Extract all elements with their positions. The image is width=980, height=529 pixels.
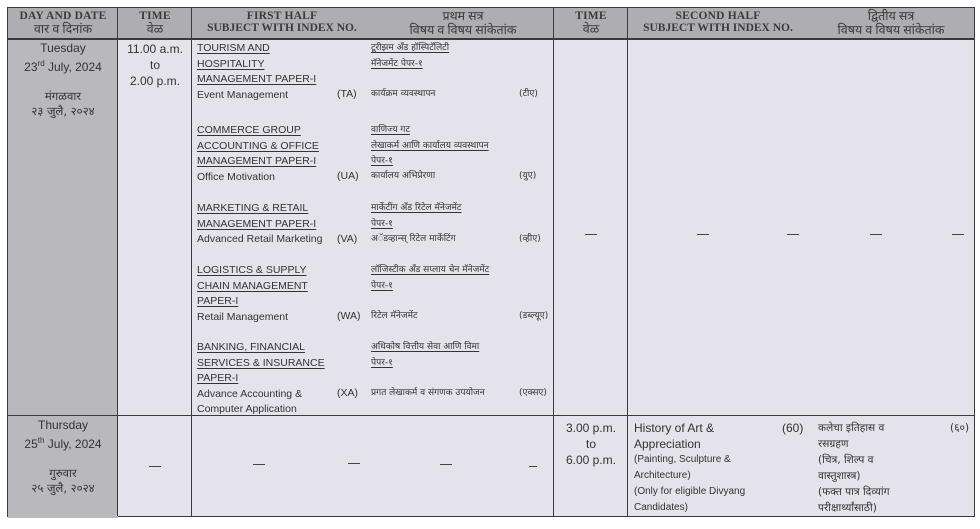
header-second-half-en-sub: SUBJECT WITH INDEX NO.	[643, 22, 793, 34]
col-divider-3	[553, 8, 554, 516]
row2-first-half-dash-4	[529, 466, 537, 467]
subject-block-history-of-art: History of Art & Appreciation (Painting, Sculpture & Architecture) (Only for eligible Divyang Candidates) (60) कलेचा इतिहास व रसग्रहण (चित्र, शिल्प व वास्तुशास्त्र) (फक्त पात्र दिव्यांग परीक्षार्थ्यांसाठी) (६०)	[634, 421, 970, 514]
row2-date-cell	[8, 416, 118, 518]
subject-code-en: (60)	[782, 421, 804, 435]
header-day-date-en: DAY AND DATE	[19, 10, 107, 22]
row2-date-mr: २५ जुलै, २०२४	[31, 481, 95, 495]
row1-date-mr: २३ जुलै, २०२४	[31, 104, 95, 118]
header-first-half-mr: प्रथम सत्र	[442, 9, 484, 23]
row2-date-en: 25th July, 2024	[24, 436, 102, 451]
header-time2-mr: वेळ	[582, 22, 600, 36]
row1-second-half-dash-3	[870, 234, 882, 235]
row1-day-mr: मंगळवार	[44, 89, 82, 103]
row1-time-second-dash	[585, 234, 597, 235]
header-day-date	[8, 8, 118, 39]
header-first-half-mr-sub: विषय व विषय सांकेतांक	[409, 23, 517, 37]
row1-second-half-dash-1	[697, 234, 709, 235]
header-time-first	[118, 8, 192, 39]
col-divider-4	[627, 8, 628, 516]
row1-date-en: 23rd July, 2024	[24, 59, 102, 74]
subject-block-xa: BANKING, FINANCIAL SERVICES & INSURANCE PAPER-I Advance Accounting & Computer Application (XA) अधिकोष वित्तीय सेवा आणि विमा पेपर-१ प्रगत लेखाकर्म व संगणक उपयोजन (एक्सए)	[197, 341, 547, 415]
row2-first-half-dash-1	[253, 464, 265, 465]
header-time-en: TIME	[139, 10, 171, 22]
subject-code-mr: (६०)	[950, 422, 970, 434]
subject-name-en: Event Management	[197, 88, 289, 101]
row1-second-half-dash-2	[787, 234, 799, 235]
header-second-half-mr: द्वितीय सत्र	[867, 9, 915, 23]
header-time-second	[554, 8, 628, 39]
exam-timetable	[7, 7, 975, 517]
header-time2-en: TIME	[575, 10, 607, 22]
subject-block-ta: TOURISM AND HOSPITALITY MANAGEMENT PAPER-I Event Management (TA) टूरीझम अँड हॉस्पिटॅलिटी मॅनेजमेंट पेपर-१ कार्यक्रम व्यवस्थापन (टीए)	[197, 41, 549, 101]
subject-block-va: MARKETING & RETAIL MANAGEMENT PAPER-I Advanced Retail Marketing (VA) मार्केटींग अँड रिटेल मॅनेजमेंट पेपर-१ अॅडव्हान्स् रिटेल मार्केटिंग (व्हीए)	[197, 202, 541, 245]
subject-code-mr: (टीए)	[519, 89, 538, 99]
row2-time-first-dash	[149, 466, 161, 467]
row1-date-cell	[8, 39, 118, 416]
header-second-half-mr-sub: विषय व विषय सांकेतांक	[837, 23, 945, 37]
row2-day-en: Thursday	[37, 418, 89, 432]
header-time-mr: वेळ	[146, 22, 164, 36]
row1-second-half-dash-4	[952, 234, 964, 235]
subject-block-wa: LOGISTICS & SUPPLY CHAIN MANAGEMENT PAPER-I Retail Management (WA) लॉजिस्टीक अँड सप्लाय चेन मॅनेजमेंट पेपर-१ रिटेल मॅनेजमेंट (डब्ल्यूए)	[197, 264, 549, 323]
subject-block-ua: COMMERCE GROUP ACCOUNTING & OFFICE MANAGEMENT PAPER-I Office Motivation (UA) वाणिज्य गट लेखाकर्म आणि कार्यालय व्यवस्थापन पेपर-१ कार्यालय अभिप्रेरणा (युए)	[197, 124, 537, 183]
col-divider-1	[117, 8, 118, 516]
row-divider	[8, 415, 974, 416]
header-second-half	[628, 8, 974, 39]
subject-name-mr: कार्यक्रम व्यवस्थापन	[371, 89, 436, 99]
row2-first-half-dash-2	[348, 463, 360, 464]
row2-time-second: 3.00 p.m. to 6.00 p.m.	[565, 421, 617, 467]
header-second-half-en: SECOND HALF	[675, 10, 761, 22]
header-first-half-en: FIRST HALF	[246, 10, 318, 22]
header-first-half-en-sub: SUBJECT WITH INDEX NO.	[207, 22, 357, 34]
row1-time-first: 11.00 a.m. to 2.00 p.m.	[127, 42, 183, 88]
row1-day-en: Tuesday	[40, 41, 86, 55]
header-day-date-mr: वार व दिनांक	[33, 22, 93, 36]
header-divider	[8, 38, 974, 40]
row2-day-mr: गुरुवार	[49, 466, 77, 480]
header-first-half	[192, 8, 554, 39]
subject-code-en: (TA)	[337, 88, 357, 100]
col-divider-2	[191, 8, 192, 516]
row2-first-half-dash-3	[440, 464, 452, 465]
